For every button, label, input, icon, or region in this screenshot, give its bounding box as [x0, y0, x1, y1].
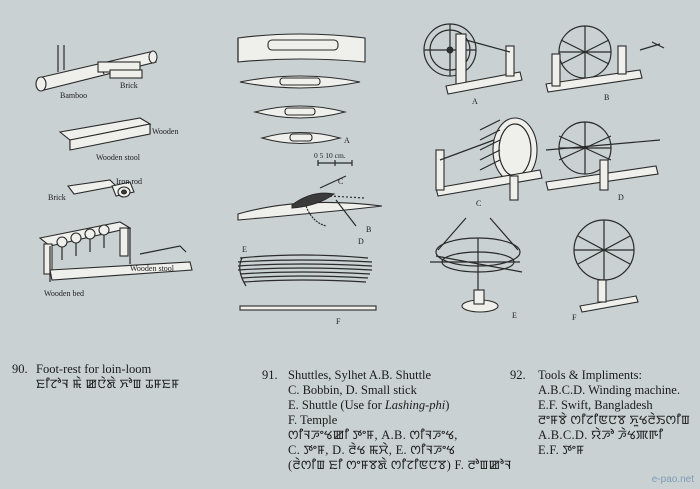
shuttle-a-drawing [262, 133, 340, 144]
footrest-wooden-stool-drawing [60, 118, 150, 150]
shuttle-with-bobbin-drawing [238, 176, 382, 226]
caption-90-english: Foot-rest for loin-loom [36, 362, 152, 376]
caption-91-line-6: C. ꯇꯦꯝ, D. ꯂꯥꯠ ꯃꯆꯥ, E. ꯁꯤꯜꯍꯦꯠ [288, 443, 456, 457]
temple-f-drawing [240, 306, 376, 310]
swift-e-drawing [430, 218, 522, 312]
winding-machine-c-drawing [436, 118, 542, 200]
caption-92-line-1: Tools & Impliments: [538, 368, 642, 382]
label-wheel-b: B [604, 93, 610, 102]
caption-92-line-4: ꯂꯦꯝꯕꯥ ꯁꯤꯖꯤꯟꯅꯕ ꯈꯨꯠꯂꯥꯏꯁꯤꯡ [538, 413, 691, 427]
shuttle-medium-drawing [240, 76, 360, 88]
watermark: e-pao.net [651, 474, 694, 485]
footrest-bamboo-drawing [36, 45, 157, 91]
label-wooden: Wooden [152, 127, 179, 136]
caption-92-line-5: A.B.C.D. ꯌꯥꯍꯣ ꯍꯥꯠꯄꯒꯤ [538, 428, 664, 442]
caption-91-line-7: (ꯂꯥꯁꯤꯡ ꯐꯤ ꯁꯦꯝꯕꯗꯥ ꯁꯤꯖꯤꯟꯅꯕ) F. ꯂꯣꯡꯀꯣꯜ [288, 458, 512, 472]
caption-92-line-2: A.B.C.D. Winding machine. [538, 383, 680, 397]
winding-machine-b-drawing [546, 26, 664, 92]
label-e: E [242, 245, 247, 254]
label-brick-mid: Brick [48, 193, 66, 202]
label-bamboo: Bamboo [60, 91, 88, 100]
caption-91-line-1: Shuttles, Sylhet A.B. Shuttle [288, 368, 432, 382]
caption-91-line-4: F. Temple [288, 413, 338, 427]
caption-92-line-3: E.F. Swift, Bangladesh [538, 398, 653, 412]
caption-92-number: 92. [510, 368, 526, 382]
caption-91-line-2: C. Bobbin, D. Small stick [288, 383, 417, 397]
label-wooden-bed: Wooden bed [44, 289, 85, 298]
caption-92-line-6: E.F. ꯇꯦꯝ [538, 443, 585, 457]
caption-91-line-5: ꯁꯤꯜꯍꯦꯠꯀꯤ ꯇꯦꯝ, A.B. ꯁꯤꯜꯍꯦꯠ, [288, 428, 458, 442]
label-iron-rod: Iron rod [116, 177, 142, 186]
label-scale: 0 5 10 cm. [314, 151, 346, 160]
label-shuttle-a: A [344, 136, 350, 145]
label-swift-e: E [512, 311, 517, 320]
swift-f-drawing [574, 220, 638, 312]
label-swift-f: F [572, 313, 577, 322]
winding-machine-d-drawing [546, 122, 660, 190]
label-wooden-stool-1: Wooden stool [96, 153, 141, 162]
shuttle-small-drawing [255, 106, 345, 118]
winding-machine-a-drawing [424, 24, 522, 94]
label-wheel-a: A [472, 97, 478, 106]
label-brick-top: Brick [120, 81, 138, 90]
scale-bar [318, 160, 352, 166]
caption-91-number: 91. [262, 368, 278, 382]
shuttle-large-drawing [238, 34, 365, 62]
label-wooden-stool-2: Wooden stool [130, 264, 175, 273]
caption-90-number: 90. [12, 362, 28, 376]
shuttle-e-drawing [238, 255, 372, 286]
label-wheel-c: C [476, 199, 482, 208]
label-f: F [336, 317, 341, 326]
label-d: D [358, 237, 364, 246]
label-wheel-d: D [618, 193, 624, 202]
caption-90-meitei: ꯐꯤꯖꯣꯜ ꯃꯥ ꯀꯅꯥꯗꯥ ꯈꯣꯡ ꯊꯝꯐꯝ [36, 377, 180, 391]
label-b: B [366, 225, 372, 234]
footrest-wooden-bed-drawing [40, 222, 192, 282]
caption-91-line-3: E. Shuttle (Use for Lashing-phi) [288, 398, 450, 412]
label-c: C [338, 177, 344, 186]
